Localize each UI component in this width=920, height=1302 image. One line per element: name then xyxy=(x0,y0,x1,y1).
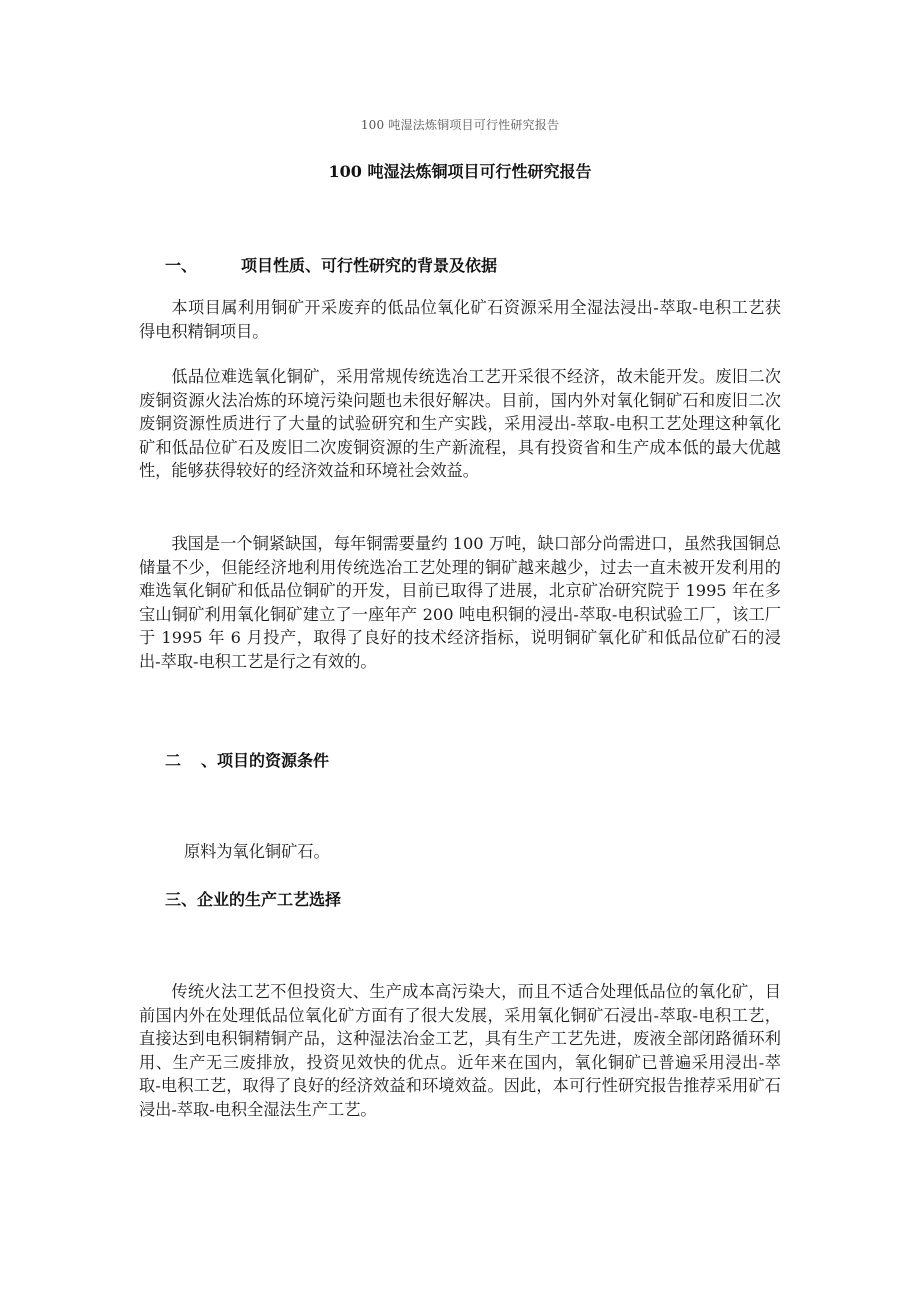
section-1-paragraph-3: 我国是一个铜紧缺国，每年铜需要量约 100 万吨，缺口部分尚需进口，虽然我国铜总储量不少，但能经济地利用传统选冶工艺处理的铜矿越来越少，过去一直未被开发利用的难选氧化铜矿和低品位铜矿的开发，目前已取得了进展，北京矿冶研究院于 1995 年在多宝山铜矿利用氧化铜矿建立了一座年产 200 吨电积铜的浸出-萃取-电积试验工厂，该工厂于 1995 年 6 月投产，取得了良好的技术经济指标，说明铜矿氧化矿和低品位矿石的浸出-萃取-电积工艺是行之有效的。 xyxy=(139,534,781,671)
section-1-heading xyxy=(165,253,497,276)
section-2-heading xyxy=(165,748,329,771)
section-3-number: 三、 xyxy=(165,890,198,909)
section-2-number: 二 xyxy=(165,751,182,770)
section-1-number: 一、 xyxy=(165,256,198,275)
section-1-paragraph-1: 本项目属利用铜矿开采废弃的低品位氧化矿石资源采用全湿法浸出-萃取-电积工艺获得电积精铜项目。 xyxy=(139,298,781,341)
section-3-heading xyxy=(165,887,341,910)
running-header: 100 吨湿法炼铜项目可行性研究报告 xyxy=(360,118,560,132)
section-2-title: 、项目的资源条件 xyxy=(201,751,330,770)
section-1-paragraph-2: 低品位难选氧化铜矿，采用常规传统选冶工艺开采很不经济，故未能开发。废旧二次废铜资源火法冶炼的环境污染问题也未很好解决。目前，国内外对氧化铜矿石和废旧二次废铜资源性质进行了大量的试验研究和生产实践，采用浸出-萃取-电积工艺处理这种氧化矿和低品位矿石及废旧二次废铜资源的生产新流程，具有投资省和生产成本低的最大优越性，能够获得较好的经济效益和环境社会效益。 xyxy=(139,367,781,480)
section-2-paragraph-1: 原料为氧化铜矿石。 xyxy=(184,842,330,861)
document-title: 100 吨湿法炼铜项目可行性研究报告 xyxy=(328,162,592,181)
section-3-title: 企业的生产工艺选择 xyxy=(197,890,342,909)
section-1-title: 项目性质、可行性研究的背景及依据 xyxy=(241,256,498,275)
section-3-paragraph-1: 传统火法工艺不但投资大、生产成本高污染大，而且不适合处理低品位的氧化矿，目前国内外在处理低品位氧化矿方面有了很大发展，采用氧化铜矿石浸出-萃取-电积工艺，直接达到电积铜精铜产品，这种湿法冶金工艺，具有生产工艺先进，废液全部闭路循环利用、生产无三废排放，投资见效快的优点。近年来在国内，氧化铜矿已普遍采用浸出-萃取-电积工艺，取得了良好的经济效益和环境效益。因此，本可行性研究报告推荐采用矿石浸出-萃取-电积全湿法生产工艺。 xyxy=(139,982,781,1119)
